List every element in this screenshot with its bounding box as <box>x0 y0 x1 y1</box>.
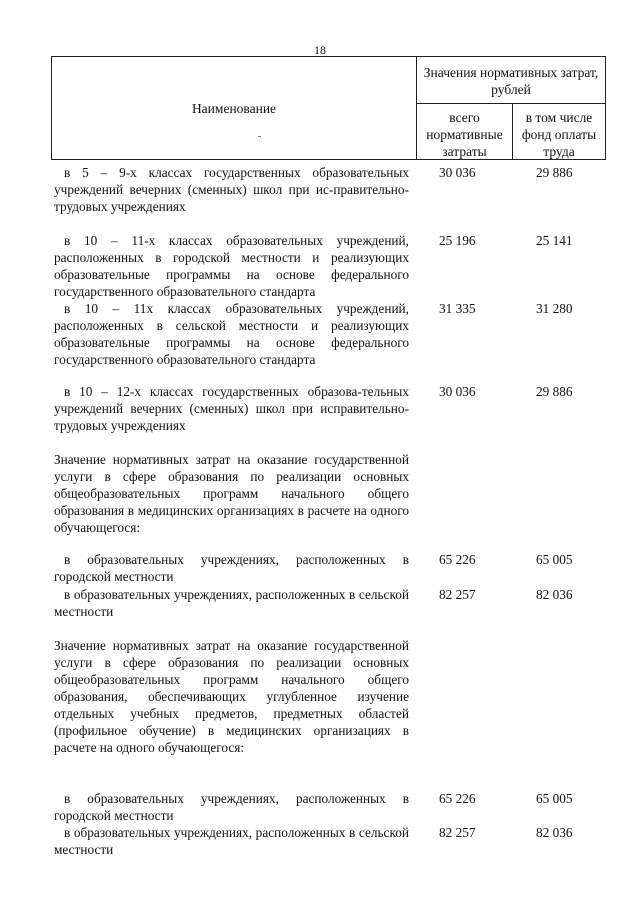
section-heading: Значение нормативных затрат на оказание государственной услуги в сфере образования по реализации основных общеобразовательных программ начального общего образования, обеспечивающих углубленное изучение отдельных учебных предметов, предметных областей (профильное обучение) в медицинских организациях в расчете на одного обучающегося: <box>54 638 409 755</box>
row-total-value: 31 335 <box>439 301 476 316</box>
row-total-value: 65 226 <box>439 791 476 806</box>
row-total-value: 82 257 <box>439 587 476 602</box>
header-name-label: Наименование <box>191 101 277 116</box>
row-total-value: 25 196 <box>439 233 476 248</box>
row-total-value: 82 257 <box>439 825 476 840</box>
row-fund-value: 29 886 <box>536 384 573 399</box>
row-total-value: 65 226 <box>439 552 476 567</box>
header-total-label: всего нормативные затраты <box>426 110 503 159</box>
page-number: 18 <box>314 43 326 57</box>
row-fund-value: 31 280 <box>536 301 573 316</box>
scan-mark <box>258 136 261 137</box>
row-total-value: 30 036 <box>439 165 476 180</box>
row-fund-value: 29 886 <box>536 165 573 180</box>
row-fund-value: 25 141 <box>536 233 573 248</box>
row-total-value: 30 036 <box>439 384 476 399</box>
row-description: в 10 – 11х классах образовательных учреждений, расположенных в сельской местности и реализующих образовательные программы на основе федерального государственного образовательного стандарта <box>54 301 409 367</box>
row-description: в 10 – 12-х классах государственных образова-тельных учреждений вечерних (сменных) школ при исправительно-трудовых учреждениях <box>54 384 409 433</box>
section-heading: Значение нормативных затрат на оказание государственной услуги в сфере образования по реализации основных общеобразовательных программ начального общего образования в медицинских организациях в расчете на одного обучающегося: <box>54 452 409 535</box>
row-description: в образовательных учреждениях, расположенных в городской местности <box>54 791 409 823</box>
row-description: в образовательных учреждениях, расположенных в городской местности <box>54 552 409 584</box>
row-description: в 5 – 9-х классах государственных образовательных учреждений вечерних (сменных) школ при ис-правительно-трудовых учреждениях <box>54 165 409 214</box>
row-description: в 10 – 11-х классах образовательных учреждений, расположенных в городской местности и реализующих образовательные программы на основе федерального государственного образовательного стандарта <box>54 233 409 299</box>
table-header <box>51 56 606 160</box>
row-fund-value: 65 005 <box>536 552 573 567</box>
row-fund-value: 82 036 <box>536 825 573 840</box>
header-values-label: Значения нормативных затрат, рублей <box>423 65 599 97</box>
row-fund-value: 82 036 <box>536 587 573 602</box>
row-description: в образовательных учреждениях, расположенных в сельской местности <box>54 825 409 857</box>
row-fund-value: 65 005 <box>536 791 573 806</box>
row-description: в образовательных учреждениях, расположенных в сельской местности <box>54 587 409 619</box>
header-fund-label: в том числе фонд оплаты труда <box>521 110 597 159</box>
